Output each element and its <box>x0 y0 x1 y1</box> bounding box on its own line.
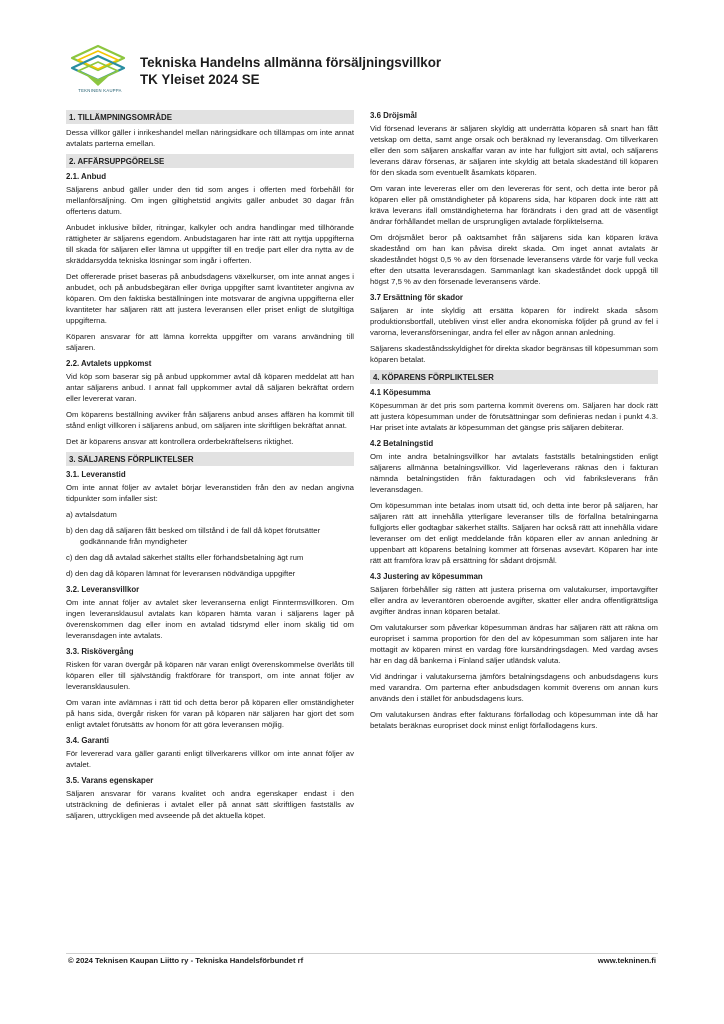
subsection-heading: 4.2 Betalningstid <box>370 439 434 448</box>
footer-copyright: © 2024 Teknisen Kaupan Liitto ry - Tekniska Handelsförbundet rf <box>68 956 304 965</box>
right-column <box>370 110 658 736</box>
paragraph: Det offererade priset baseras på anbudsdagens växelkurser, om inte annat anges i anbudet, och på anbudsbegäran eller övriga uppgifter samt kvantiteter angivna av köparen. Om den faktiska beställningen inte motsvarar de angivna uppgifterna eller kvantiteter har säljaren rätt att justera leveransen eller priset enligt de slutgiltiga uppgifterna. <box>66 272 354 325</box>
paragraph: Om valutakurser som påverkar köpesumman ändras har säljaren rätt att räkna om europriset i samma proportion för den del av köpesumman som säljaren inte har mottagit av köparen minst en vardag före kursändringsdagen. Med vardag avses här en dag då bankerna i Finland säljer utländsk valuta. <box>370 623 658 665</box>
paragraph: Det är köparens ansvar att kontrollera orderbekräftelsens riktighet. <box>66 437 294 446</box>
paragraph: Köparen ansvarar för att lämna korrekta uppgifter om varans användning till säljaren. <box>66 332 354 352</box>
subsection-heading: 2.1. Anbud <box>66 172 107 181</box>
subsection-heading: 3.7 Ersättning för skador <box>370 293 463 302</box>
subsection-heading: 3.5. Varans egenskaper <box>66 776 154 785</box>
section-heading: 1. TILLÄMPNINGSOMRÅDE <box>66 110 354 124</box>
paragraph: Om köpesumman inte betalas inom utsatt tid, och detta inte beror på säljaren, har säljaren rätt att innehålla ytterligare leveranser tills de förfallna betalningarna fullgjorts eller godtagbar säkerhet ställts. Säljaren har också rätt att innehålla vidare leveranser om det enligt meddelande från köparen eller av annan anledning är uppenbart att köparens betalning kommer att försenas avsevärt. Köparen har inte rätt att framföra krav på ersättning för sådant dröjsmål. <box>370 501 658 565</box>
paragraph: Om varan inte avlämnas i rätt tid och detta beror på köparen eller omständigheter på hans sida, övergår risken för varan på köparen när säljaren har gjort det som enligt avtalet förutsätts av honom för att göra leveransen möjlig. <box>66 698 354 729</box>
tekninen-kauppa-logo <box>68 44 128 104</box>
paragraph: Om varan inte levereras eller om den levereras för sent, och detta inte beror på köparen eller på omständigheter på köparens sida, har köparen dock inte rätt att kräva leverans ifall omständigheterna har förändrats i den grad att de väsentligt ändrar förhållandet mellan de ursprungligen avtalade förpliktelserna. <box>370 184 658 226</box>
paragraph: Om inte annat följer av avtalet börjar leveranstiden från den av nedan angivna tidpunkter som infaller sist: <box>66 483 354 503</box>
list-item: a) avtalsdatum <box>66 510 117 519</box>
section-heading: 2. AFFÄRSUPPGÖRELSE <box>66 154 354 168</box>
paragraph: Säljarens skadeståndsskyldighet för direkta skador begränsas till köpesumman som köparen betalat. <box>370 344 658 364</box>
subsection-heading: 3.6 Dröjsmål <box>370 111 417 120</box>
subsection-heading: 4.1 Köpesumma <box>370 388 431 397</box>
subsection-heading: 2.2. Avtalets uppkomst <box>66 359 152 368</box>
subsection-heading: 3.2. Leveransvillkor <box>66 585 140 594</box>
page-header <box>68 44 658 104</box>
list-item: b) den dag då säljaren fått besked om tillstånd i de fall då köpet förutsätter godkännande från myndigheter <box>66 526 321 546</box>
paragraph: Risken för varan övergår på köparen när varan enligt överenskommelse överlåts till köparen eller till självständig fraktförare för transport, om inte annat följer av leveransklausulen. <box>66 660 354 691</box>
left-column <box>66 110 354 826</box>
subsection-heading: 3.1. Leveranstid <box>66 470 126 479</box>
section-heading: 4. KÖPARENS FÖRPLIKTELSER <box>370 370 658 384</box>
list-item: d) den dag då köparen lämnat för leveransen nödvändiga uppgifter <box>66 569 296 578</box>
section-heading: 3. SÄLJARENS FÖRPLIKTELSER <box>66 452 354 466</box>
paragraph: Vid försenad leverans är säljaren skyldig att underrätta köparen så snart han fått vetskap om detta, samt ange orsak och beräknad ny leveransdag. Om tillverkaren eller den som säljaren anskaffar varan av inte har fullgjort sitt avtal, och säljarens leverans därav försenas, är säljaren inte skyldig att betala skadeständ till köparen för den skada som eventuellt åsamkats köparen. <box>370 124 658 177</box>
subsection-heading: 3.4. Garanti <box>66 736 109 745</box>
paragraph: Om köparens beställning avviker från säljarens anbud anses affären ha kommit till stånd enligt villkoren i säljarens anbud, om säljaren inte skriftligen bekräftat annat. <box>66 410 354 430</box>
paragraph: Köpesumman är det pris som parterna kommit överens om. Säljaren har dock rätt att justera köpesumman under de förutsättningar som definieras nedan i punkt 4.3. Har priset inte avtalats är köpesumman det gängse pris säljaren debiterar. <box>370 401 658 432</box>
paragraph: Vid ändringar i valutakurserna jämförs betalningsdagens och anbudsdagens kurs med varandra. Om parterna efter anbudsdagen kommit överens om annan kurs används den i stället för anbudsdagens kurs. <box>370 672 658 703</box>
paragraph: Om inte annat följer av avtalet sker leveranserna enligt Finntermsvillkoren. Om ingen leveransklausul avtalats kan köparen hämta varan i säljarens lager på överenskommen dag eller inom en avtalad tidsrymd eller inom skälig tid om leveransdagen inte avtalats. <box>66 598 354 640</box>
paragraph: Säljarens anbud gäller under den tid som anges i offerten med förbehåll för mellanförsäljning. Om ingen giltighetstid angivits gäller anbudet 30 dagar från offertens datum. <box>66 185 354 216</box>
paragraph: Om dröjsmålet beror på oaktsamhet från säljarens sida kan köparen kräva skadestånd om han kan påvisa direkt skada. Om inget annat avtalats är skadeståndet högst 0,5 % av den försenade leveransens värde för varje full vecka efter den utsatta leveransdagen. Sammanlagt kan skadeståndet dock uppgå till högst 7,5 % av den försenade leveransens värde. <box>370 233 658 286</box>
paragraph: Om inte andra betalningsvillkor har avtalats fastställs betalningstiden enligt säljarens allmänna betalningsvillkor. Vid lagerleverans räknas den i fakturan nämnda betalningstiden från fakturadagen och vid fabriksleverans från leveransdagen. <box>370 452 658 494</box>
document-subtitle: TK Yleiset 2024 SE <box>140 72 260 87</box>
footer-divider <box>66 953 658 954</box>
paragraph: Dessa villkor gäller i inrikeshandel mellan näringsidkare och tillämpas om inte annat avtalats parterna emellan. <box>66 128 354 148</box>
footer-website-link[interactable]: www.tekninen.fi <box>597 956 656 965</box>
paragraph: Om valutakursen ändras efter fakturans förfallodag och köpesumman inte då har betalats beräknas europriset dock minst enligt förfallodagens kurs. <box>370 710 658 730</box>
subsection-heading: 3.3. Riskövergång <box>66 647 134 656</box>
logo-wordmark: TEKNINEN KAUPPA <box>78 88 122 93</box>
subsection-heading: 4.3 Justering av köpesumman <box>370 572 483 581</box>
paragraph: Anbudet inklusive bilder, ritningar, kalkyler och andra handlingar med tillhörande rättigheter är säljarens egendom. Anbudstagaren har inte rätt att nyttja uppgifterna till skada för säljaren eller lämna ut uppgifter till en tredje part eller dra nytta av de skräddarsydda tekniska lösningar som ingår i offerten. <box>66 223 354 265</box>
paragraph: Säljaren är inte skyldig att ersätta köparen för indirekt skada såsom produktionsbortfall, utebliven vinst eller andra ekonomiska följder på grund av fel i varorna, leveransförseningar, andra fel eller av någon annan anledning. <box>370 306 658 337</box>
paragraph: Säljaren ansvarar för varans kvalitet och andra egenskaper endast i den utsträckning de definieras i avtalet eller på annat sätt skriftligen fastställs av säljaren, uttryckligen med avseende på det aktuella köpet. <box>66 789 354 820</box>
title-block <box>140 54 441 88</box>
paragraph: Vid köp som baserar sig på anbud uppkommer avtal då köparen meddelat att han antar säljarens anbud. I annat fall uppkommer avtal då säljaren bekräftat ordern eller levererat varan. <box>66 372 354 403</box>
paragraph: För levererad vara gäller garanti enligt tillverkarens villkor om inte annat följer av avtalet. <box>66 749 354 769</box>
list-item: c) den dag då avtalad säkerhet ställts eller förhandsbetalning ägt rum <box>66 553 304 562</box>
document-title: Tekniska Handelns allmänna försäljningsvillkor <box>140 55 442 70</box>
paragraph: Säljaren förbehåller sig rätten att justera priserna om valutakurser, importavgifter eller andra av leverantören oberoende avgifter, skatter eller andra offentligrättsliga avgifter ändras innan köparen betalat. <box>370 585 658 616</box>
